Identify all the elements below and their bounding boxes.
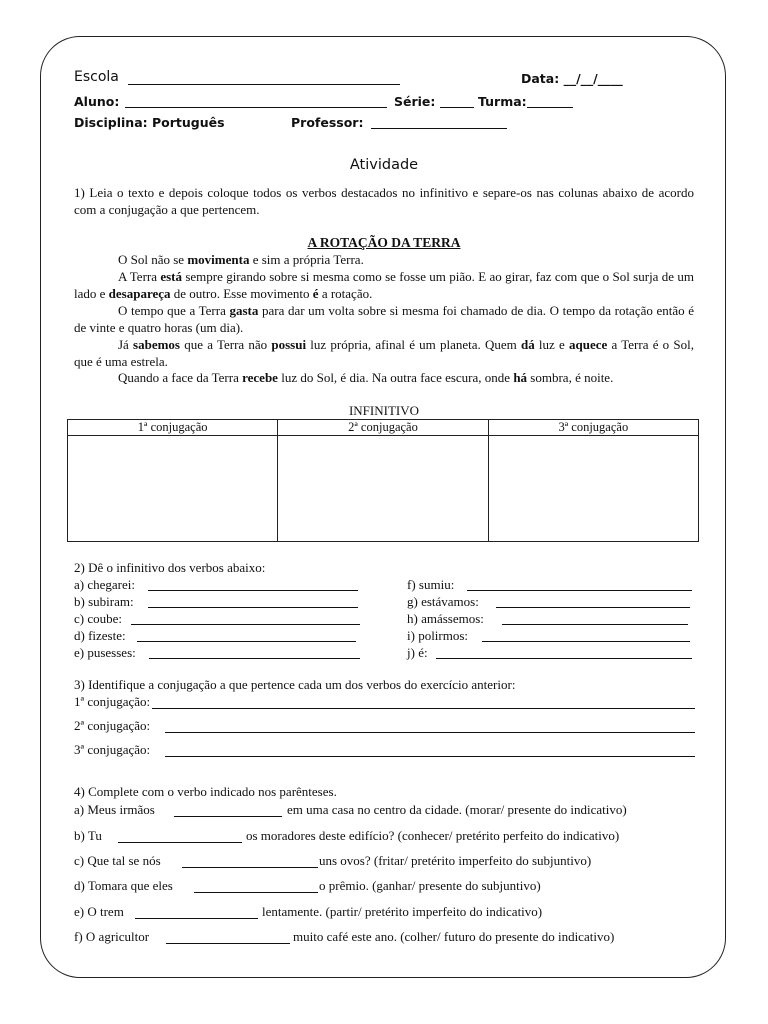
text-run: de outro. Esse movimento: [170, 285, 313, 301]
text-run: O tempo que a Terra: [118, 303, 230, 318]
column-header: 1ª conjugação: [68, 420, 278, 436]
answer-line[interactable]: [182, 867, 318, 868]
answer-line[interactable]: [165, 756, 695, 757]
answer-line[interactable]: [194, 892, 318, 893]
student-field[interactable]: [125, 107, 387, 108]
highlighted-verb: desapareça: [108, 285, 171, 301]
highlighted-verb: possui: [271, 337, 307, 352]
q4-item-start: f) O agricultor: [74, 929, 150, 944]
answer-line[interactable]: [152, 708, 695, 709]
grade-field[interactable]: [440, 107, 474, 108]
q2-item-label: a) chegarei:: [74, 577, 135, 592]
school-label: Escola: [74, 69, 119, 85]
q4-item-end: em uma casa no centro da cidade. (morar/ presente do indicativo): [287, 802, 627, 817]
q2-item-label: e) pusesses:: [74, 645, 136, 660]
class-label: Turma:: [478, 94, 527, 109]
q4-item-start: e) O trem: [74, 904, 124, 919]
answer-line[interactable]: [135, 918, 258, 919]
q2-instruction: 2) Dê o infinitivo dos verbos abaixo:: [74, 560, 266, 575]
second-conjugation-cell[interactable]: [278, 436, 488, 542]
highlighted-verb: gasta: [229, 303, 259, 318]
class-field[interactable]: [527, 107, 573, 108]
text-run: Quando a face da Terra: [118, 370, 243, 385]
q2-item-label: d) fizeste:: [74, 628, 126, 643]
column-header: 3ª conjugação: [488, 420, 698, 436]
q4-instruction: 4) Complete com o verbo indicado nos parênteses.: [74, 784, 337, 799]
answer-line[interactable]: [165, 732, 695, 733]
answer-line[interactable]: [436, 658, 692, 659]
teacher-label: Professor:: [291, 115, 364, 130]
student-label: Aluno:: [74, 94, 120, 109]
answer-line[interactable]: [166, 943, 290, 944]
q2-item-label: c) coube:: [74, 611, 123, 626]
q4-item-start: a) Meus irmãos: [74, 802, 155, 817]
text-run: luz e: [534, 337, 570, 352]
text-title: A ROTAÇÃO DA TERRA: [307, 235, 461, 250]
answer-line[interactable]: [174, 816, 282, 817]
text-run: Já: [118, 337, 134, 352]
school-field[interactable]: [128, 84, 400, 85]
text-run: sombra, é noite.: [527, 370, 614, 385]
text-paragraph: [74, 337, 694, 370]
highlighted-verb: recebe: [242, 370, 278, 385]
text-run: que a Terra não: [180, 337, 272, 352]
first-conjugation-cell[interactable]: [68, 436, 278, 542]
answer-line[interactable]: [482, 641, 690, 642]
answer-line[interactable]: [148, 590, 358, 591]
text-run: a Terra é o Sol, que é uma estrela.: [74, 337, 694, 369]
text-paragraph: [74, 269, 694, 302]
page-title: Atividade: [349, 157, 419, 173]
teacher-field[interactable]: [371, 128, 507, 129]
answer-line[interactable]: [502, 624, 688, 625]
q2-item-label: b) subiram:: [74, 594, 134, 609]
q2-item-label: i) polirmos:: [407, 628, 469, 643]
text-run: para dar um volta sobre si mesma foi chamado de dia. O tempo da rotação então é de vinte e quatro horas (um dia).: [74, 303, 694, 335]
q4-item-start: c) Que tal se nós: [74, 853, 161, 868]
highlighted-verb: está: [160, 269, 182, 284]
answer-line[interactable]: [118, 842, 242, 843]
q4-item-end: os moradores deste edifício? (conhecer/ pretérito perfeito do indicativo): [246, 828, 620, 843]
highlighted-verb: aquece: [569, 337, 608, 352]
q2-item-label: j) é:: [407, 645, 428, 660]
highlighted-verb: movimenta: [187, 252, 250, 267]
q1-instruction: 1) Leia o texto e depois coloque todos os verbos destacados no infinitivo e separe-os nas colunas abaixo de acordo com a conjugação a que pertencem.: [74, 185, 694, 217]
subject-label: Disciplina: Português: [74, 115, 225, 130]
text-run: luz própria, afinal é um planeta. Quem: [306, 337, 521, 352]
q2-item-label: g) estávamos:: [407, 594, 479, 609]
text-paragraph: [74, 252, 694, 269]
text-paragraph: [74, 370, 694, 387]
grade-label: Série:: [394, 94, 436, 109]
highlighted-verb: dá: [520, 337, 535, 352]
highlighted-verb: é: [312, 285, 319, 301]
highlighted-verb: há: [513, 370, 528, 385]
text-run: e sim a própria Terra.: [249, 252, 364, 267]
table-title: INFINITIVO: [348, 403, 420, 418]
q4-item-start: b) Tu: [74, 828, 102, 843]
column-header: 2ª conjugação: [278, 420, 488, 436]
text-run: sempre girando sobre si mesma como se fosse um pião. E ao girar, faz com que o Sol surja de um lado e: [74, 269, 694, 301]
q2-item-label: h) amássemos:: [407, 611, 484, 626]
q4-item-end: uns ovos? (fritar/ pretérito imperfeito do subjuntivo): [319, 853, 592, 868]
text-run: O Sol não se: [118, 252, 188, 267]
answer-line[interactable]: [137, 641, 356, 642]
highlighted-verb: sabemos: [133, 337, 180, 352]
answer-line[interactable]: [148, 607, 358, 608]
text-run: luz do Sol, é dia. Na outra face escura, onde: [277, 370, 514, 385]
q3-item-label: 2ª conjugação:: [74, 718, 151, 733]
q4-item-end: lentamente. (partir/ pretérito imperfeito do indicativo): [262, 904, 543, 919]
q4-item-end: o prêmio. (ganhar/ presente do subjuntivo): [319, 878, 541, 893]
q3-item-label: 3ª conjugação:: [74, 742, 151, 757]
conjugation-table: [67, 419, 699, 542]
text-run: A Terra: [118, 269, 161, 284]
answer-line[interactable]: [467, 590, 692, 591]
answer-line[interactable]: [496, 607, 690, 608]
q3-instruction: 3) Identifique a conjugação a que pertence cada um dos verbos do exercício anterior:: [74, 677, 516, 692]
q3-item-label: 1ª conjugação:: [74, 694, 151, 709]
q4-item-start: d) Tomara que eles: [74, 878, 173, 893]
answer-line[interactable]: [149, 658, 360, 659]
answer-line[interactable]: [131, 624, 360, 625]
text-paragraph: [74, 303, 694, 336]
date-field[interactable]: Data: __/__/____: [521, 71, 623, 86]
q2-item-label: f) sumiu:: [407, 577, 455, 592]
text-run: a rotação.: [318, 285, 373, 301]
q4-item-end: muito café este ano. (colher/ futuro do presente do indicativo): [293, 929, 615, 944]
third-conjugation-cell[interactable]: [488, 436, 698, 542]
